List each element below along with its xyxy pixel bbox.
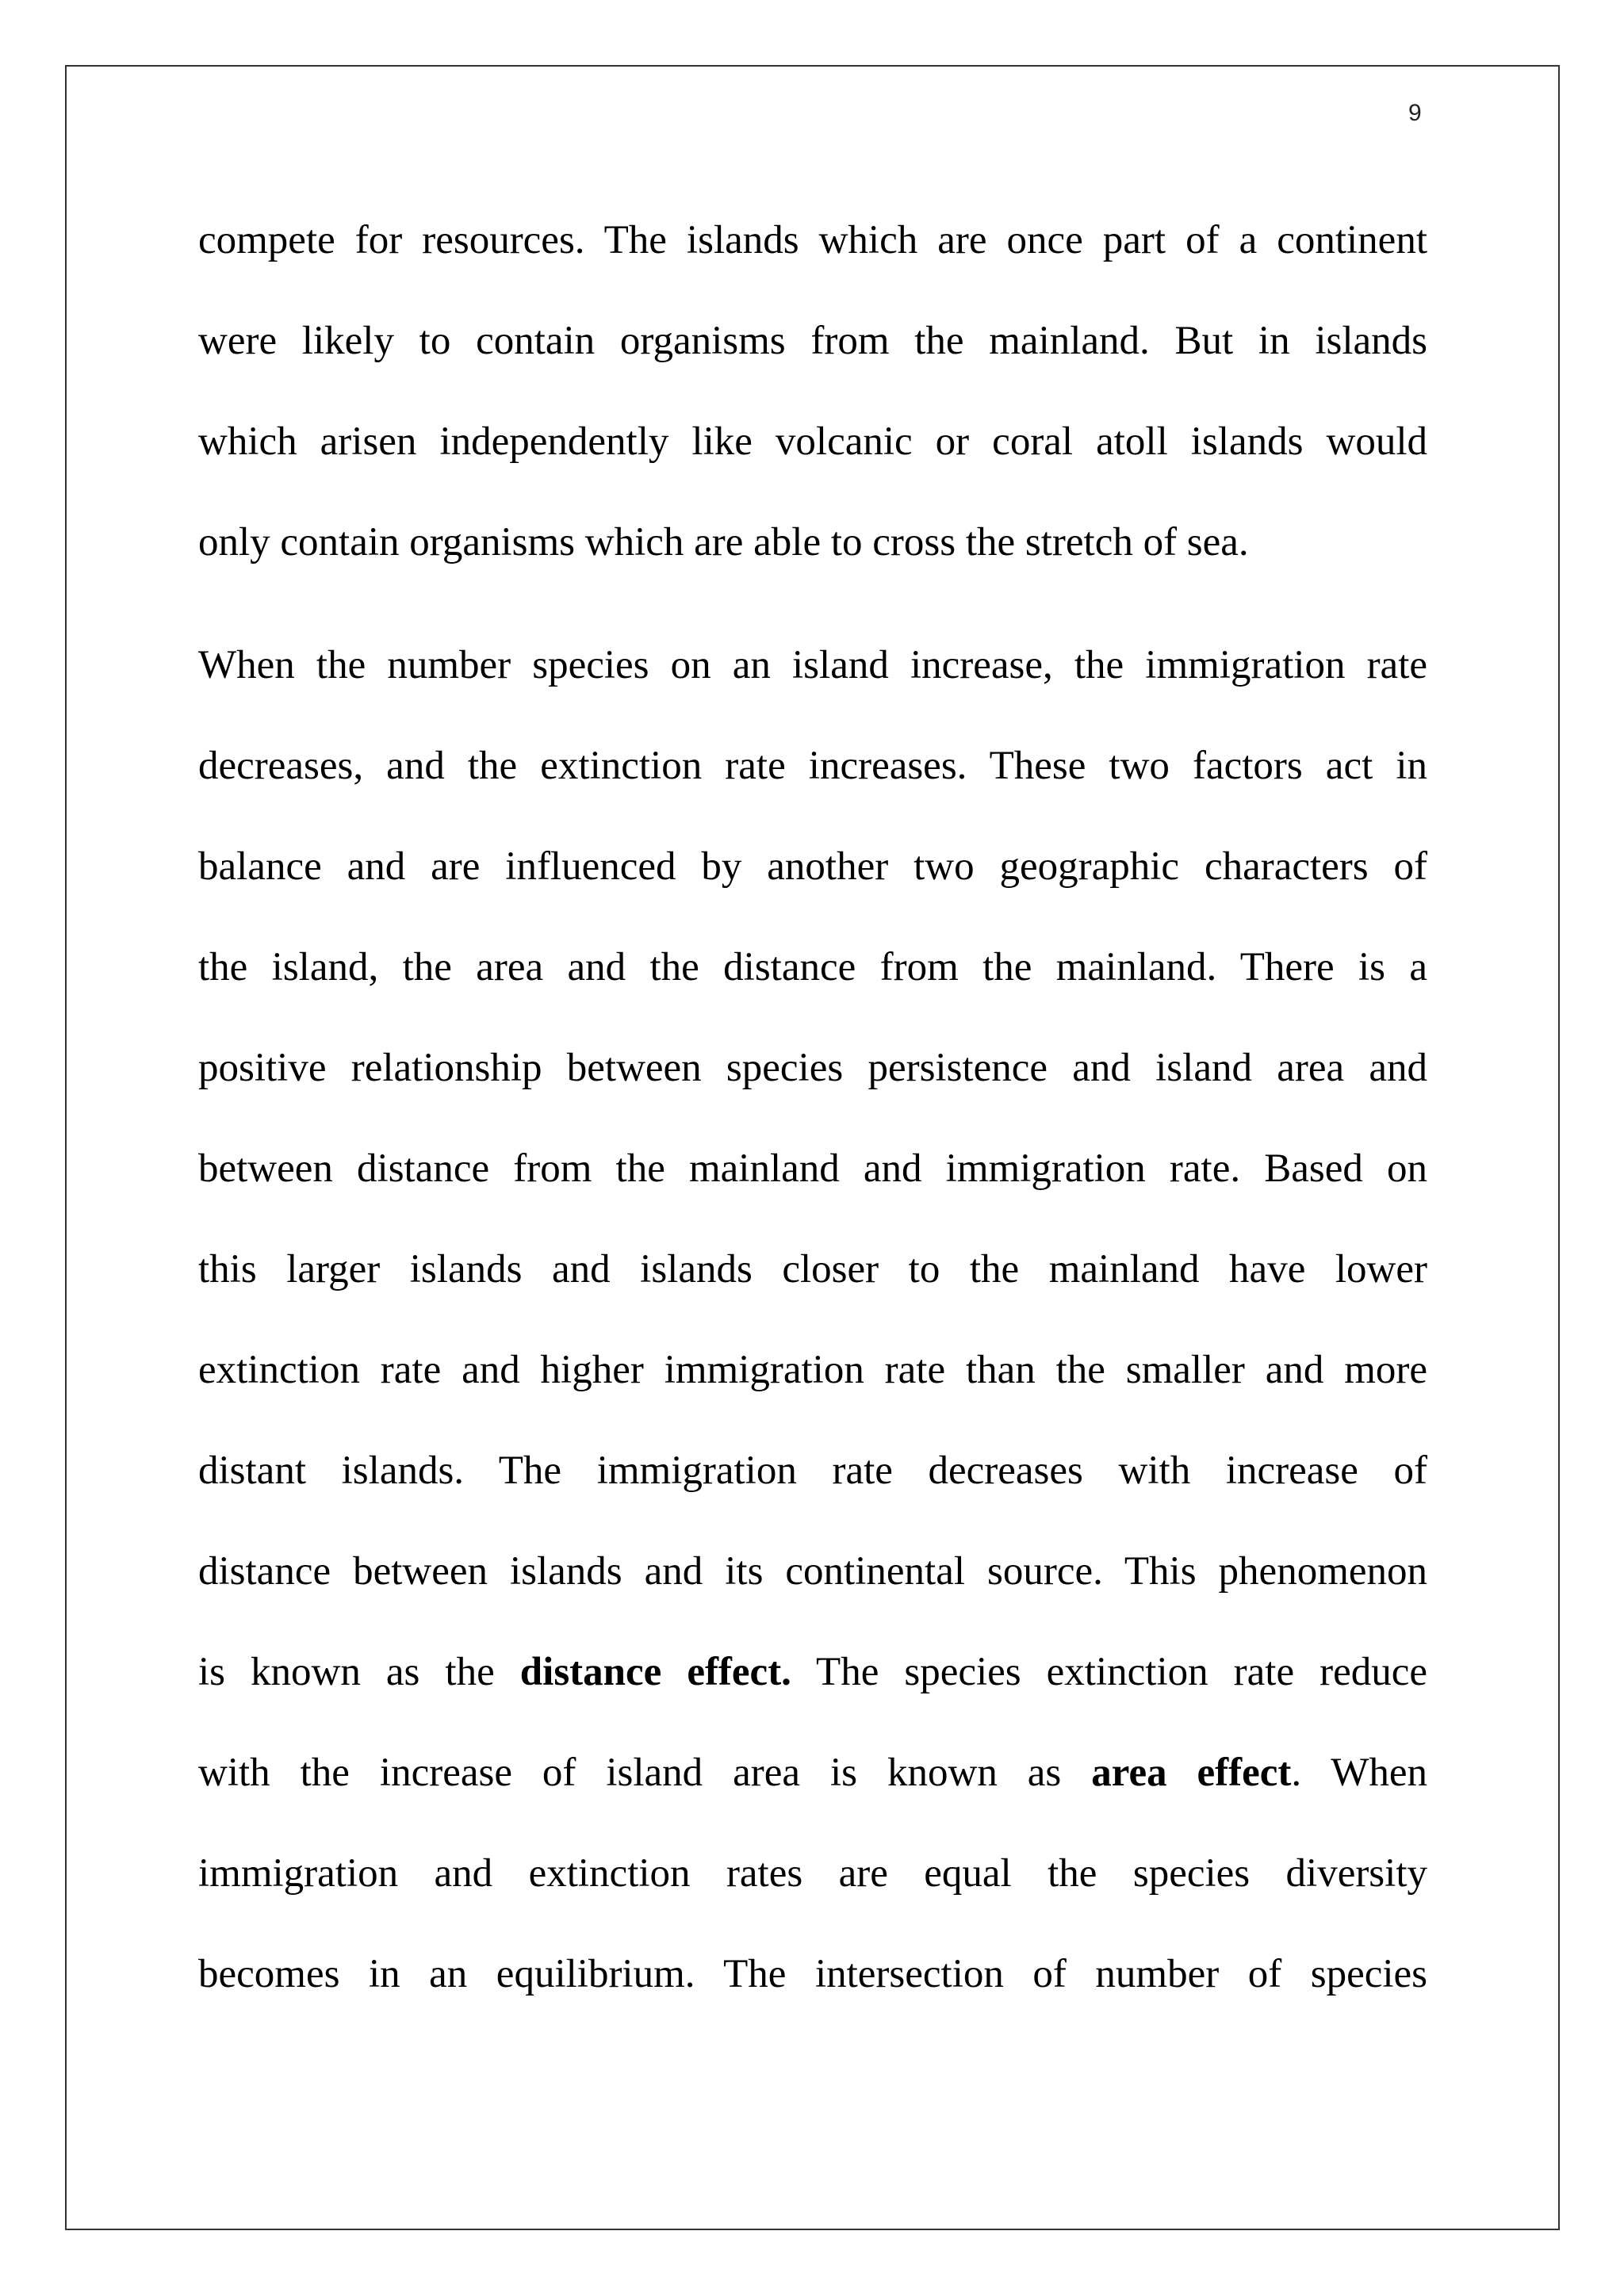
text-line: this larger islands and islands closer to the mainland have lower (198, 1247, 1427, 1292)
text-line: between distance from the mainland and immigration rate. Based on (198, 1146, 1427, 1191)
text-line: compete for resources. The islands which are once part of a continent (198, 218, 1427, 262)
text-segment: is known as the (198, 1650, 520, 1694)
text-line: distance between islands and its continental source. This phenomenon (198, 1549, 1427, 1594)
text-segment: . When (1291, 1751, 1427, 1795)
paragraph-1 (198, 190, 1427, 593)
text-line (198, 1723, 1427, 1823)
text-line: distant islands. The immigration rate decreases with increase of (198, 1448, 1427, 1493)
body-text (198, 190, 1427, 2025)
term-distance-effect: distance effect. (519, 1650, 791, 1694)
text-line (198, 1622, 1427, 1723)
text-line: the island, the area and the distance from the mainland. There is a (198, 945, 1427, 989)
text-segment: The species extinction rate reduce (791, 1650, 1428, 1694)
paragraph-2 (198, 615, 1427, 2025)
text-segment: with the increase of island area is known as (198, 1751, 1092, 1795)
text-line: positive relationship between species persistence and island area and (198, 1046, 1427, 1090)
text-line: were likely to contain organisms from the mainland. But in islands (198, 319, 1427, 363)
page-number: 9 (1408, 100, 1422, 126)
text-line: immigration and extinction rates are equal the species diversity (198, 1851, 1427, 1896)
term-area-effect: area effect (1091, 1751, 1292, 1795)
text-line: When the number species on an island increase, the immigration rate (198, 643, 1427, 687)
text-line: extinction rate and higher immigration rate than the smaller and more (198, 1348, 1427, 1392)
text-line: which arisen independently like volcanic or coral atoll islands would (198, 419, 1427, 464)
text-line: only contain organisms which are able to cross the stretch of sea. (198, 520, 1249, 564)
text-line: becomes in an equilibrium. The intersection of number of species (198, 1952, 1427, 1996)
text-line: balance and are influenced by another two geographic characters of (198, 844, 1427, 889)
text-line: decreases, and the extinction rate increases. These two factors act in (198, 744, 1427, 788)
